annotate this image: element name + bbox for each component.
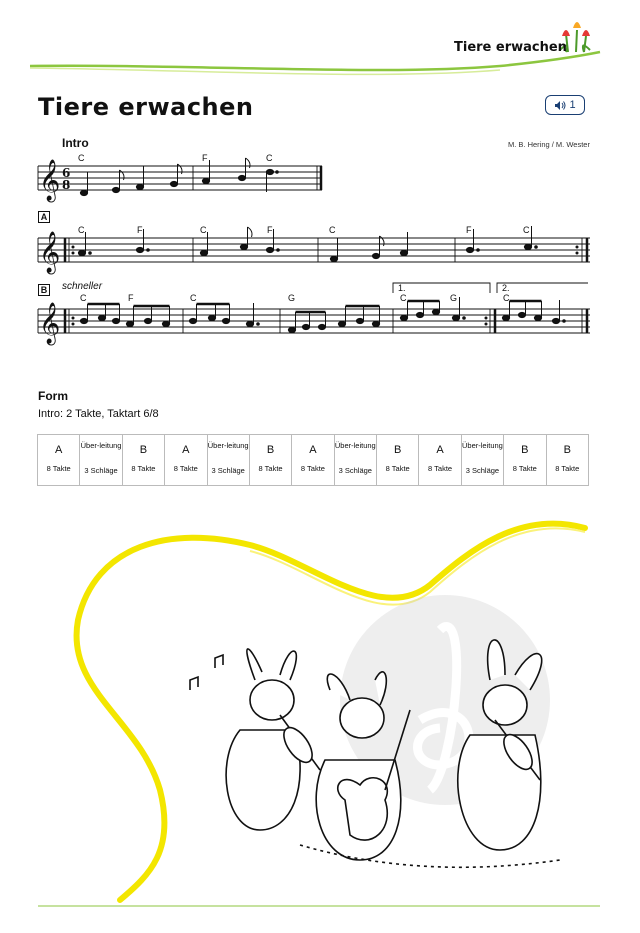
intro-label: Intro xyxy=(62,136,89,150)
form-cell-part: Über-leitung xyxy=(334,441,376,450)
volta-ending-2: 2. xyxy=(502,283,510,293)
form-cell xyxy=(249,435,291,486)
staff-a xyxy=(38,238,590,262)
form-cell-length: 8 Takte xyxy=(46,464,71,473)
form-cell-part: B xyxy=(521,444,529,456)
form-cell-length: 8 Takte xyxy=(555,464,580,473)
chord-symbol: G xyxy=(288,293,296,303)
chord-symbol: F xyxy=(466,225,472,235)
time-signature xyxy=(62,166,70,192)
form-cell xyxy=(292,435,334,486)
form-cell xyxy=(165,435,207,486)
form-cell-part: Über-leitung xyxy=(462,441,503,450)
chord-symbol: C xyxy=(200,225,207,235)
page-title: Tiere erwachen xyxy=(38,93,254,121)
form-cell-part: Über-leitung xyxy=(80,441,122,450)
form-cell-length: 3 Schläge xyxy=(84,466,118,475)
chord-symbol: F xyxy=(128,293,134,303)
form-cell-length: 3 Schläge xyxy=(338,466,372,475)
form-cell-length: 8 Takte xyxy=(258,464,283,473)
chord-symbol: C xyxy=(523,225,530,235)
header-title: Tiere erwachen xyxy=(454,40,567,55)
form-cell xyxy=(461,435,503,486)
chord-symbol: C xyxy=(266,153,273,163)
form-cell-length: 3 Schläge xyxy=(211,466,245,475)
staff-intro xyxy=(38,166,322,190)
tempo-marking: schneller xyxy=(62,281,103,292)
form-cell-length: 8 Takte xyxy=(428,464,453,473)
form-cell-length: 8 Takte xyxy=(131,464,156,473)
audio-track-badge[interactable] xyxy=(545,95,585,115)
chord-symbol: C xyxy=(503,293,510,303)
composer-credits: M. B. Hering / M. Wester xyxy=(508,140,590,149)
form-cell-part: A xyxy=(55,444,63,456)
form-cell-length: 3 Schläge xyxy=(465,466,500,475)
form-cell-part: B xyxy=(394,444,402,456)
form-cell xyxy=(419,435,461,486)
svg-text:8: 8 xyxy=(62,178,71,192)
form-cell-part: B xyxy=(563,444,571,456)
form-cell xyxy=(80,435,122,486)
form-table xyxy=(37,434,589,486)
chord-symbol: C xyxy=(78,153,85,163)
form-row xyxy=(38,435,589,486)
chord-symbol: F xyxy=(202,153,208,163)
form-cell xyxy=(377,435,419,486)
form-cell-part: B xyxy=(266,444,275,456)
form-cell-part: B xyxy=(139,444,148,456)
audio-track-number: 1 xyxy=(569,99,576,111)
form-cell-part: A xyxy=(309,444,317,456)
form-cell-length: 8 Takte xyxy=(385,464,410,473)
section-label-a: A xyxy=(38,211,50,223)
form-intro-text: Intro: 2 Takte, Taktart 6/8 xyxy=(38,408,159,420)
chord-symbol: F xyxy=(267,225,273,235)
treble-clefs xyxy=(39,159,60,345)
chord-symbol: C xyxy=(80,293,87,303)
form-cell xyxy=(207,435,249,486)
chord-symbol: C xyxy=(190,293,197,303)
chord-symbol: C xyxy=(78,225,85,235)
form-cell xyxy=(504,435,546,486)
svg-text:𝄞: 𝄞 xyxy=(39,232,61,273)
chord-symbol: F xyxy=(137,225,143,235)
svg-text:6: 6 xyxy=(62,166,71,180)
svg-text:𝄞: 𝄞 xyxy=(39,160,61,201)
form-cell-length: 8 Takte xyxy=(300,464,325,473)
form-cell-part: Über-leitung xyxy=(207,441,249,450)
form-cell-part: A xyxy=(182,444,190,456)
form-cell-length: 8 Takte xyxy=(173,464,198,473)
form-cell xyxy=(546,435,589,486)
chord-symbol: C xyxy=(329,225,336,235)
form-cell-part: A xyxy=(436,444,444,456)
form-cell xyxy=(334,435,376,486)
section-label-b: B xyxy=(38,284,50,296)
form-cell xyxy=(122,435,164,486)
speaker-icon xyxy=(554,100,566,111)
chord-symbol: G xyxy=(450,293,458,303)
form-cell-length: 8 Takte xyxy=(512,464,537,473)
form-cell xyxy=(38,435,80,486)
chord-symbol: C xyxy=(400,293,407,303)
form-heading: Form xyxy=(38,389,68,403)
svg-text:𝄞: 𝄞 xyxy=(39,303,61,344)
volta-ending-1: 1. xyxy=(398,283,406,293)
